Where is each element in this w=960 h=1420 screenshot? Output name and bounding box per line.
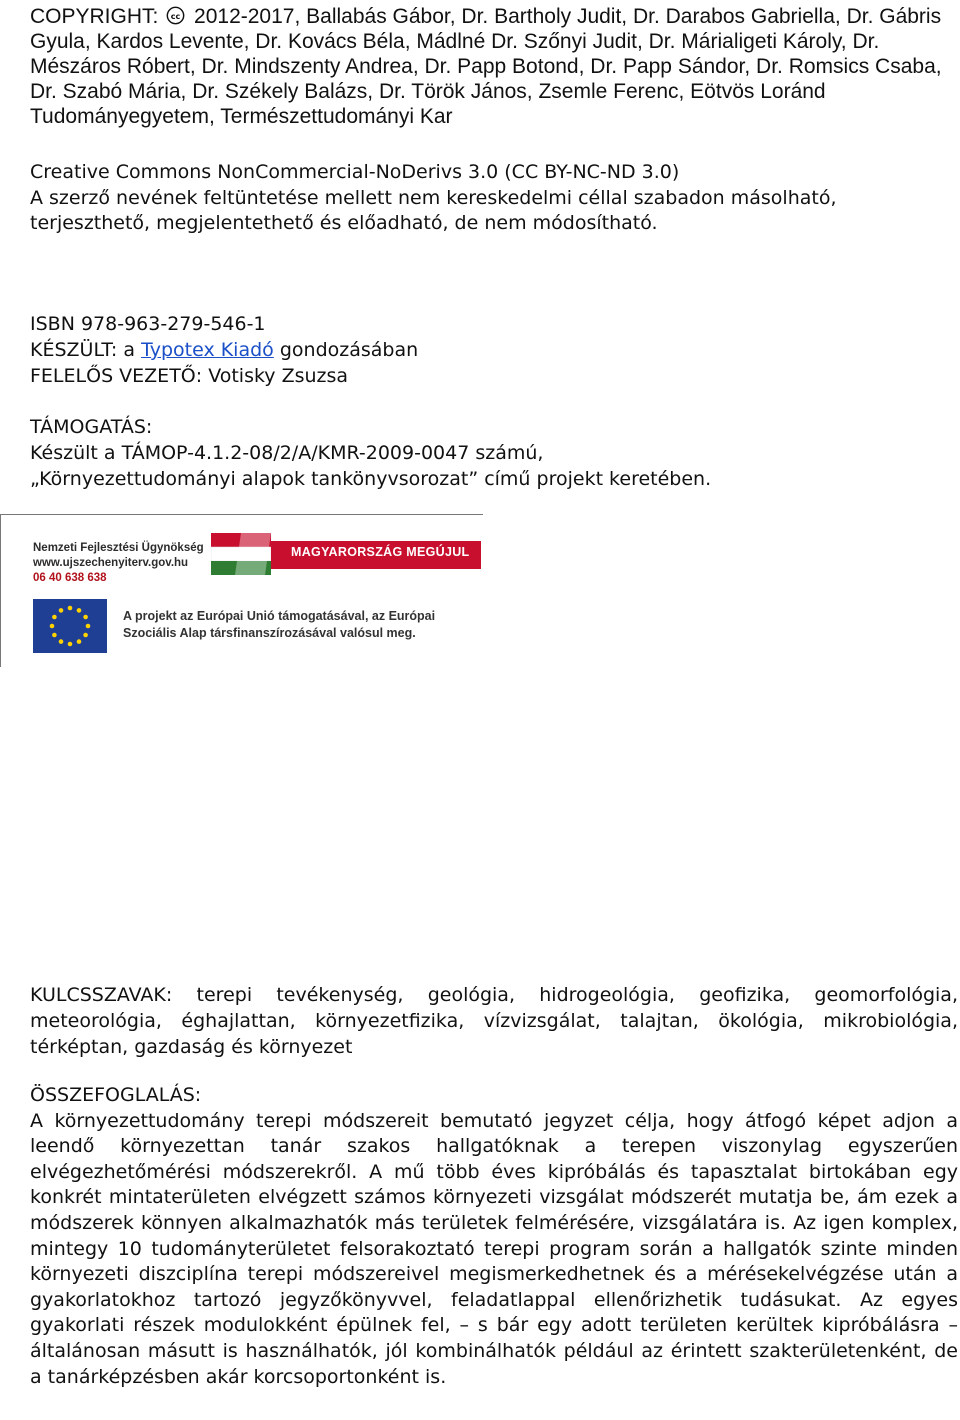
copyright-block <box>30 4 954 129</box>
license-description: A szerző nevének feltüntetése mellett nem kereskedelmi céllal szabadon másolható, terjeszthető, megjelentethető és előadható, de nem módosítható. <box>30 186 837 234</box>
prepared-suffix: gondozásában <box>273 339 419 361</box>
support-line-2: „Környezettudományi alapok tankönyvsorozat” című projekt keretében. <box>30 468 712 490</box>
creative-commons-icon <box>166 6 185 25</box>
copyright-label: COPYRIGHT: <box>30 5 159 28</box>
isbn: ISBN 978-963-279-546-1 <box>30 313 266 335</box>
publisher-link[interactable]: Typotex Kiadó <box>141 339 274 361</box>
svg-text:cc: cc <box>170 11 181 21</box>
prepared-prefix: KÉSZÜLT: a <box>30 339 142 361</box>
slogan-text: MAGYARORSZÁG MEGÚJUL <box>291 545 470 559</box>
agency-logo-text <box>33 541 204 586</box>
license-name: Creative Commons NonCommercial-NoDerivs 3.0 (CC BY-NC-ND 3.0) <box>30 161 680 183</box>
eu-flag-icon <box>33 599 107 653</box>
agency-url: www.ujszechenyiterv.gov.hu <box>33 557 189 569</box>
publication-block <box>30 311 950 389</box>
eu-line-1: A projekt az Európai Unió támogatásával, az Európai <box>123 609 436 623</box>
eu-funding-statement <box>123 608 483 642</box>
responsible-editor: FELELŐS VEZETŐ: Votisky Zsuzsa <box>30 365 349 387</box>
copyright-text: 2012-2017, Ballabás Gábor, Dr. Bartholy Judit, Dr. Darabos Gabriella, Dr. Gábris Gyula, Kardos Levente, Dr. Kovács Béla, Mádlné Dr. Szőnyi Judit, Dr. Márialigeti Károly, Dr. Mészáros Róbert, Dr. Mindszenty Andrea, Dr. Papp Botond, Dr. Papp Sándor, Dr. Romsics Csaba, Dr. Szabó Mária, Dr. Székely Balázs, Dr. Török János, Zsemle Ferenc, Eötvös Loránd Tudományegyetem, Természettudományi Kar <box>30 5 942 128</box>
summary-text: A környezettudomány terepi módszereit bemutató jegyzet célja, hogy átfogó képet adjon a leendő környezettan tanár szakos hallgatóknak a terepen viszonylag egyszerűen elvégezhetőmérési módszerekről. A mű több éves kipróbálás és tapasztalat birtokában egy konkrét mintaterületen elvégzett számos környezeti vizsgálat módszerét mutatja be, ám ezek a módszerek könnyen alkalmazhatók más területek felmérésére, vizsgálatára is. Az igen komplex, mintegy 10 tudományterületet felsorakoztató terepi program során a hallgatók szinte minden környezeti diszciplína terepi módszereivel megismerkedhetnek és a mérésekelvégzése után a gyakorlatokhoz tartozó jegyzőkönyvvel, feladatlappal ellenőrizhetik tudásukat. Az egyes gyakorlati részek modulokként épülnek fel, – s bár egy adott területen kerültek kipróbálásra – általánosan másutt is használhatók, jól kombinálhatók például az érintett szakterületenként, de a tanárképzésben akár korcsoportonként is. <box>30 1109 958 1388</box>
summary-heading: ÖSSZEFOGLALÁS: <box>30 1084 202 1106</box>
agency-phone: 06 40 638 638 <box>33 572 107 584</box>
summary-block <box>30 1083 958 1390</box>
support-block <box>30 414 950 492</box>
keywords-paragraph: KULCSSZAVAK: terepi tevékenység, geológia, hidrogeológia, geofizika, geomorfológia, meteorológia, éghajlattan, környezetfizika, vízvizsgálat, talajtan, ökológia, mikrobiológia, térképtan, gazdaság és környezet <box>30 984 958 1058</box>
support-heading: TÁMOGATÁS: <box>30 416 153 438</box>
funding-logo-banner <box>0 514 483 667</box>
eu-line-2: Szociális Alap társfinanszírozásával valósul meg. <box>123 626 416 640</box>
prepared-by <box>30 337 950 363</box>
license-block <box>30 160 950 237</box>
agency-name: Nemzeti Fejlesztési Ügynökség <box>33 542 204 554</box>
support-line-1: Készült a TÁMOP-4.1.2-08/2/A/KMR-2009-0047 számú, <box>30 442 544 464</box>
